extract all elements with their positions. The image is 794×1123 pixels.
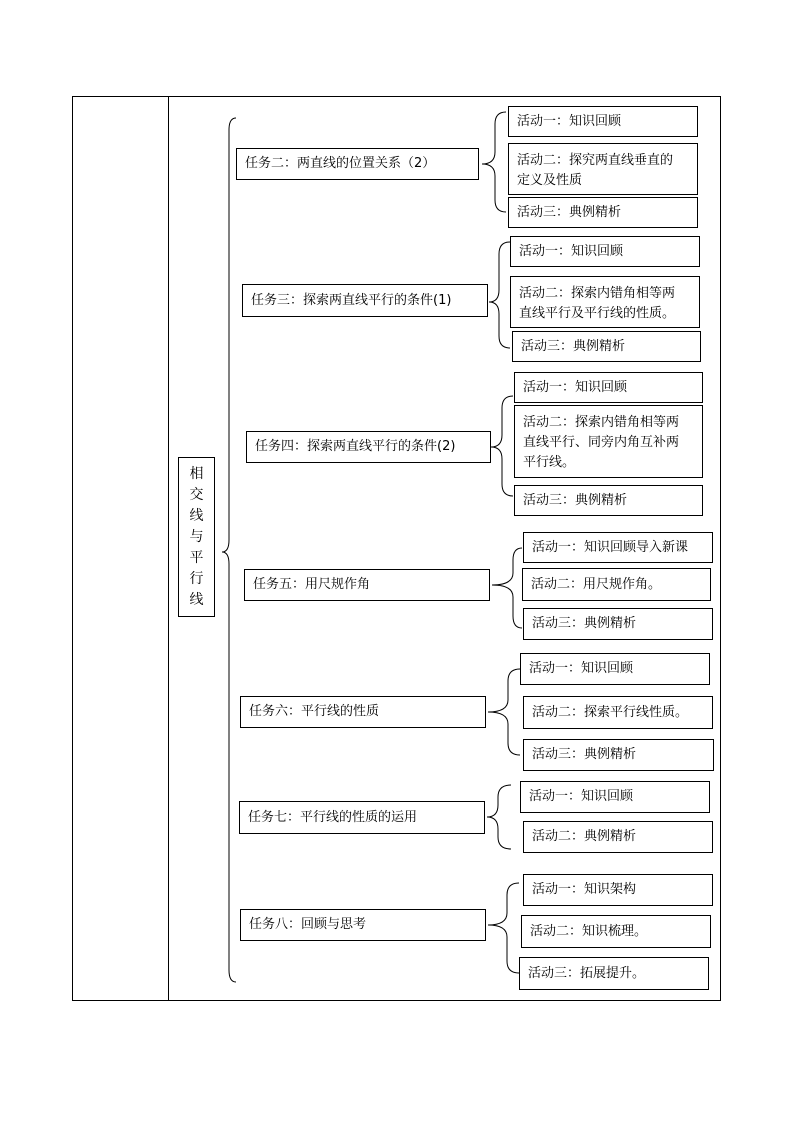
task-7-activity-2 xyxy=(523,821,713,853)
activity-label: 活动二：知识梳理。 xyxy=(530,923,648,939)
task-3-label: 任务三：探索两直线平行的条件(1) xyxy=(251,292,452,308)
task-5-activity-3 xyxy=(523,608,713,640)
activity-label: 活动二：探究两直线垂直的 定义及性质 xyxy=(517,153,674,188)
task-7-activity-1 xyxy=(520,781,710,813)
task-6-activity-3 xyxy=(523,739,714,771)
task-4-box xyxy=(246,431,491,463)
activity-label: 活动一：知识回顾 xyxy=(519,243,624,259)
task-2-box xyxy=(236,148,479,180)
task-4-label: 任务四：探索两直线平行的条件(2) xyxy=(255,439,456,454)
task-7-label: 任务七：平行线的性质的运用 xyxy=(248,809,418,825)
activity-label: 活动一：知识架构 xyxy=(532,882,637,897)
chapter-char: 线 xyxy=(189,592,204,608)
task-8-box xyxy=(240,909,486,941)
task-2-activity-3 xyxy=(508,197,698,228)
task-4-activity-1 xyxy=(514,372,703,403)
activity-label: 活动三：典例精析 xyxy=(517,204,622,220)
chapter-char: 平 xyxy=(189,550,204,566)
activity-label: 活动二：探索内错角相等两 直线平行、同旁内角互补两 平行线。 xyxy=(523,415,680,470)
task-7-box xyxy=(239,801,485,834)
chapter-char: 与 xyxy=(189,529,204,545)
task-8-activity-2 xyxy=(521,915,711,948)
task-4-activity-2 xyxy=(514,405,703,478)
chapter-char: 线 xyxy=(189,508,204,524)
task-3-activity-2 xyxy=(510,276,700,328)
task-8-label: 任务八：回顾与思考 xyxy=(249,917,367,932)
task-5-box xyxy=(244,569,490,601)
activity-label: 活动一：知识回顾 xyxy=(523,379,628,395)
activity-label: 活动三：典例精析 xyxy=(523,492,628,508)
activity-label: 活动二：探索内错角相等两 直线平行及平行线的性质。 xyxy=(519,286,676,321)
activity-label: 活动一：知识回顾 xyxy=(517,113,622,129)
task-5-activity-2 xyxy=(522,568,711,601)
activity-label: 活动三：典例精析 xyxy=(532,616,637,631)
activity-label: 活动三：典例精析 xyxy=(521,338,626,354)
task-8-activity-3 xyxy=(519,957,709,990)
task-6-label: 任务六：平行线的性质 xyxy=(249,704,380,719)
task-2-activity-1 xyxy=(508,106,698,137)
chapter-char: 行 xyxy=(189,571,204,587)
task-5-label: 任务五：用尺规作角 xyxy=(253,577,371,592)
task-8-activity-1 xyxy=(523,874,713,906)
activity-label: 活动三：典例精析 xyxy=(532,747,637,762)
task-2-activity-2 xyxy=(508,143,698,195)
task-3-activity-1 xyxy=(510,236,700,267)
task-6-activity-2 xyxy=(523,696,713,729)
task-2-label: 任务二：两直线的位置关系（2） xyxy=(245,156,436,171)
activity-label: 活动一：知识回顾 xyxy=(529,661,634,676)
task-6-activity-1 xyxy=(520,653,710,685)
activity-label: 活动二：典例精析 xyxy=(532,829,637,844)
chapter-char: 相 xyxy=(189,466,204,482)
activity-label: 活动三：拓展提升。 xyxy=(528,965,646,981)
activity-label: 活动一：知识回顾导入新课 xyxy=(532,539,689,555)
activity-label: 活动一：知识回顾 xyxy=(529,789,634,804)
activity-label: 活动二：探索平行线性质。 xyxy=(532,704,689,720)
task-5-activity-1 xyxy=(523,532,713,563)
activity-label: 活动二：用尺规作角。 xyxy=(531,576,662,592)
chapter-char: 交 xyxy=(189,487,204,503)
task-4-activity-3 xyxy=(514,485,703,516)
task-3-activity-3 xyxy=(512,331,701,362)
task-6-box xyxy=(240,696,486,728)
task-3-box xyxy=(242,284,488,317)
